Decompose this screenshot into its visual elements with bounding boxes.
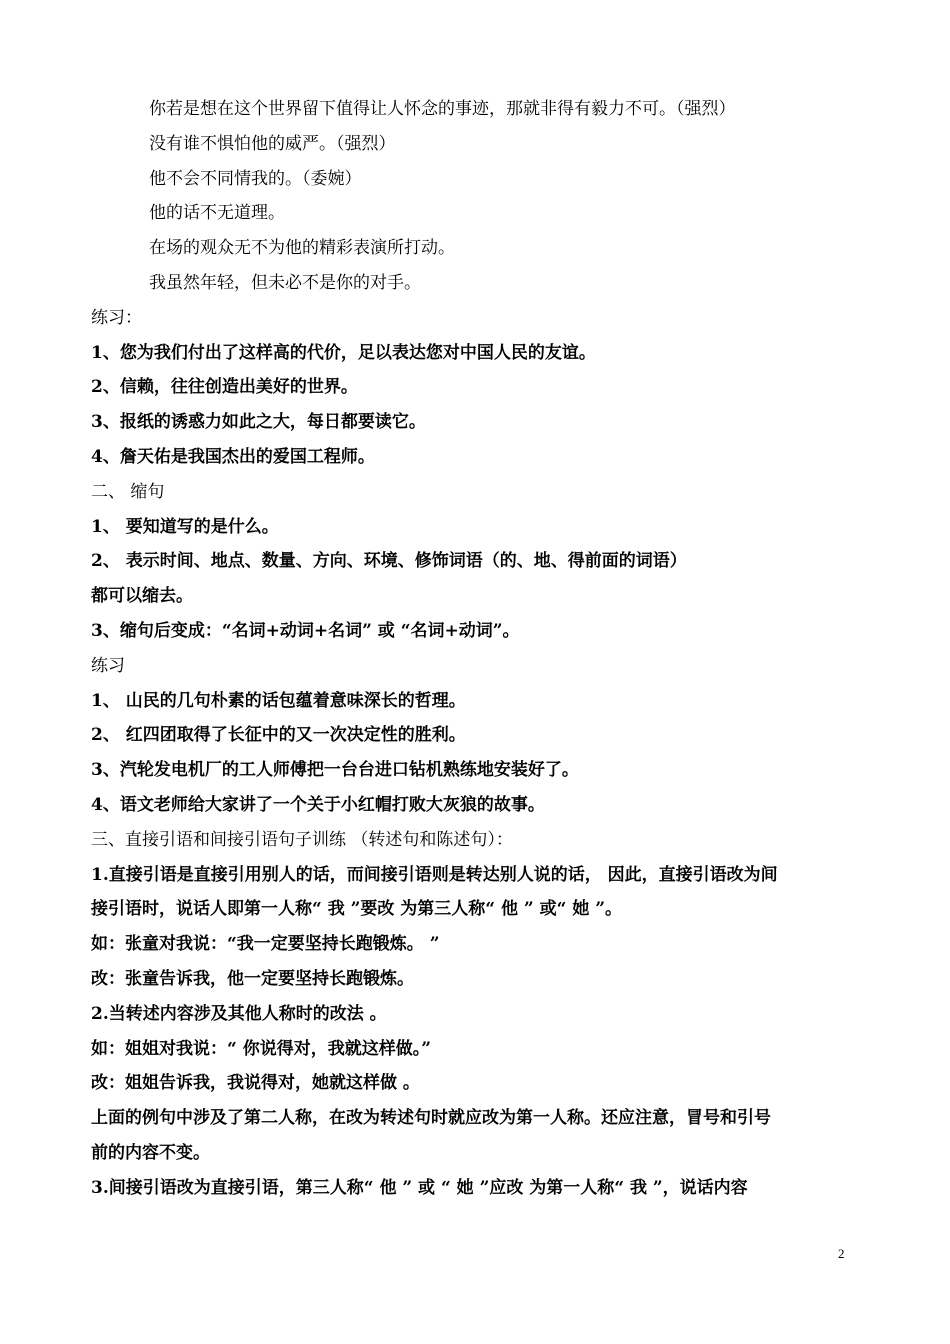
rule-item-2-continued: 都可以缩去。 bbox=[91, 586, 193, 607]
rule-item-3: 3、缩句后变成：“名词+动词+名词” 或 “名词+动词”。 bbox=[91, 620, 520, 641]
example-sentence-1: 你若是想在这个世界留下值得让人怀念的事迹，那就非得有毅力不可。（强烈） bbox=[149, 99, 736, 119]
practice-item-4: 4、詹天佑是我国杰出的爱国工程师。 bbox=[91, 446, 375, 467]
example-2-original: 如：姐姐对我说：“ 你说得对，我就这样做。” bbox=[91, 1038, 431, 1059]
practice2-item-1: 1、 山民的几句朴素的话包蕴着意味深长的哲理。 bbox=[91, 690, 466, 711]
practice2-item-4: 4、语文老师给大家讲了一个关于小红帽打败大灰狼的故事。 bbox=[91, 794, 545, 815]
example-sentence-4: 他的话不无道理。 bbox=[149, 203, 285, 224]
example-sentence-3: 他不会不同情我的。（委婉） bbox=[149, 168, 362, 189]
example-1-original: 如：张童对我说：“我一定要坚持长跑锻炼。 ” bbox=[91, 934, 440, 955]
practice2-item-2: 2、 红四团取得了长征中的又一次决定性的胜利。 bbox=[91, 725, 466, 746]
example-2-rewritten: 改：姐姐告诉我，我说得对，她就这样做 。 bbox=[91, 1073, 420, 1094]
practice-item-2: 2、信赖，往往创造出美好的世界。 bbox=[91, 377, 358, 398]
rule-item-1: 1、 要知道写的是什么。 bbox=[91, 516, 279, 537]
example-sentence-5: 在场的观众无不为他的精彩表演所打动。 bbox=[149, 238, 455, 259]
practice-item-3: 3、报纸的诱惑力如此之大，每日都要读它。 bbox=[91, 412, 426, 433]
example-1-rewritten: 改：张童告诉我，他一定要坚持长跑锻炼。 bbox=[91, 968, 414, 989]
example-sentence-6: 我虽然年轻，但未必不是你的对手。 bbox=[149, 272, 421, 293]
paragraph-3: 3.间接引语改为直接引语，第三人称“ 他 ” 或 “ 她 ”应改 为第一人称“ 我 ”，说话内容 bbox=[91, 1177, 748, 1198]
practice-heading-2: 练习 bbox=[91, 655, 125, 676]
example-sentence-2: 没有谁不惧怕他的威严。（强烈） bbox=[149, 133, 396, 154]
section-heading-2: 二、 缩句 bbox=[91, 481, 165, 502]
note-line-2: 前的内容不变。 bbox=[91, 1142, 210, 1163]
page-number: 2 bbox=[838, 1246, 845, 1261]
rule-item-2: 2、 表示时间、地点、数量、方向、环境、修饰词语（的、地、得前面的词语） bbox=[91, 551, 687, 572]
practice2-item-3: 3、汽轮发电机厂的工人师傅把一台台进口钻机熟练地安装好了。 bbox=[91, 760, 579, 781]
section-heading-3: 三、直接引语和间接引语句子训练 （转述句和陈述句）： bbox=[91, 829, 513, 850]
paragraph-1-line-2: 接引语时，说话人即第一人称“ 我 ”要改 为第三人称“ 他 ” 或“ 她 ”。 bbox=[91, 899, 623, 920]
document-body bbox=[91, 92, 863, 1206]
practice-item-1: 1、您为我们付出了这样高的代价，足以表达您对中国人民的友谊。 bbox=[91, 342, 596, 363]
note-line-1: 上面的例句中涉及了第二人称，在改为转述句时就应改为第一人称。还应注意，冒号和引号 bbox=[91, 1108, 771, 1129]
practice-heading-1: 练习： bbox=[91, 307, 142, 328]
paragraph-2: 2.当转述内容涉及其他人称时的改法 。 bbox=[91, 1003, 387, 1024]
paragraph-1-line-1: 1.直接引语是直接引用别人的话，而间接引语则是转达别人说的话， 因此，直接引语改为间 bbox=[91, 864, 778, 885]
